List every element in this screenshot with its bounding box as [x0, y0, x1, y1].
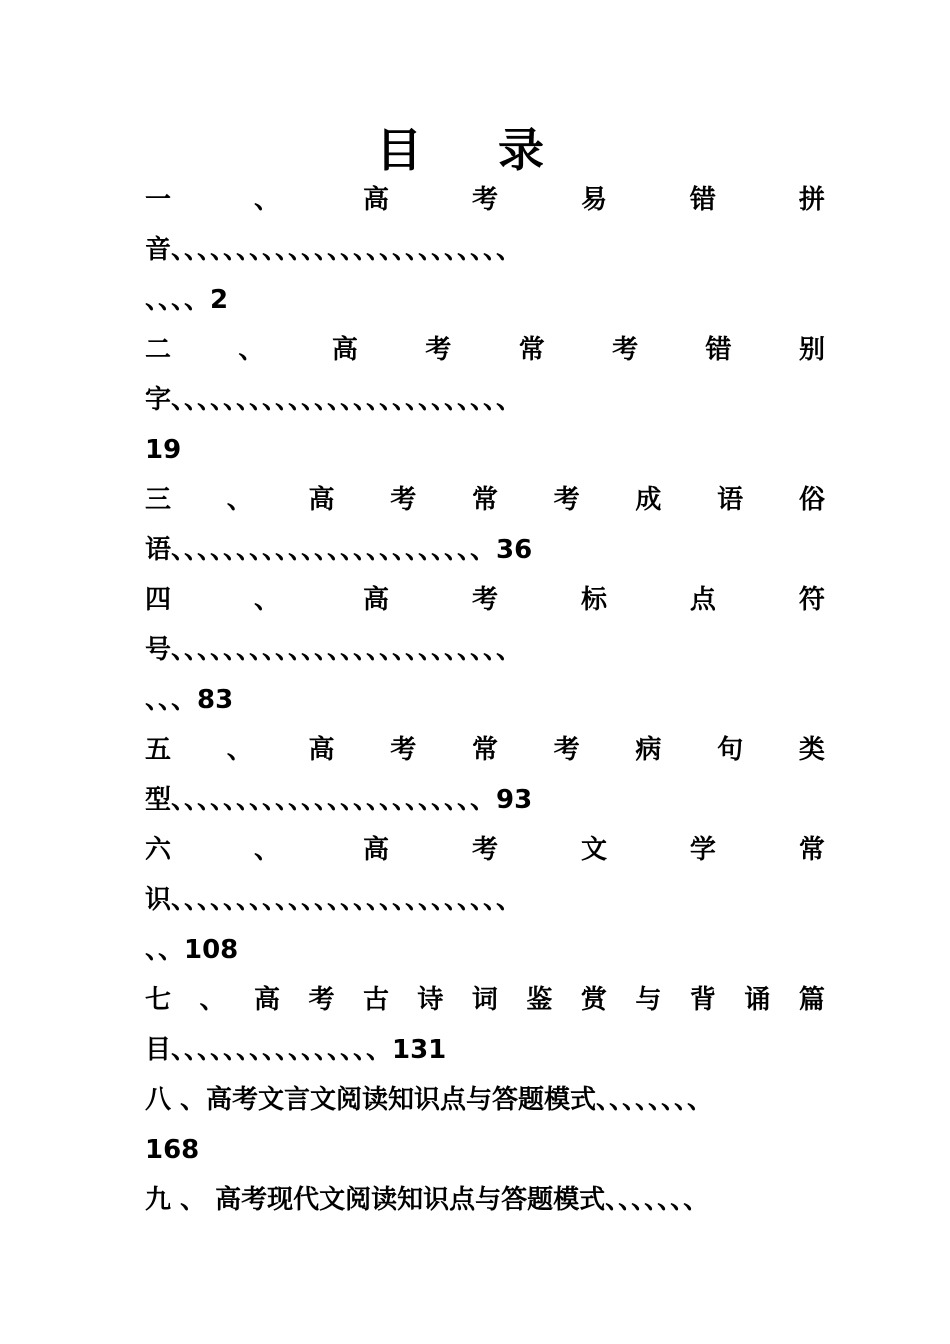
toc-char: 错 [705, 335, 732, 365]
toc-char: 常 [798, 835, 825, 865]
toc-entry-4-leader[interactable]: 号、、、、、、、、、、、、、、、、、、、、、、、、、、 [145, 635, 523, 665]
toc-char: 考 [553, 485, 580, 515]
toc-char: 七 [145, 985, 172, 1015]
toc-entry-1-leader[interactable]: 音、、、、、、、、、、、、、、、、、、、、、、、、、、 [145, 235, 523, 265]
toc-char: 考 [471, 835, 498, 865]
toc-entry-6-leader[interactable]: 识、、、、、、、、、、、、、、、、、、、、、、、、、、 [145, 885, 523, 915]
toc-char: 标 [580, 585, 607, 615]
toc-char: 常 [471, 735, 498, 765]
toc-entry-5-leader[interactable]: 型、、、、、、、、、、、、、、、、、、、、、、、、93 [145, 785, 533, 815]
toc-char: 语 [717, 485, 744, 515]
toc-entry-6-page[interactable]: 、、108 [145, 935, 239, 965]
toc-entry-3-heading[interactable] [145, 475, 825, 525]
toc-char: 常 [471, 485, 498, 515]
toc-char: 高 [331, 335, 358, 365]
toc-char: 别 [798, 335, 825, 365]
toc-entry-3-leader[interactable]: 语、、、、、、、、、、、、、、、、、、、、、、、、36 [145, 535, 533, 565]
toc-entry-5-heading[interactable] [145, 725, 825, 775]
toc-char: 高 [308, 485, 335, 515]
toc-entry-7-leader[interactable]: 目、、、、、、、、、、、、、、、、131 [145, 1035, 447, 1065]
toc-char: 四 [145, 585, 172, 615]
toc-char: 赏 [580, 985, 607, 1015]
toc-char: 三 [145, 485, 172, 515]
toc-entry-7-heading[interactable] [145, 975, 825, 1025]
toc-char: 病 [635, 735, 662, 765]
toc-char: 高 [362, 835, 389, 865]
toc-char: 考 [553, 735, 580, 765]
toc-char: 常 [518, 335, 545, 365]
toc-entry-8-page[interactable]: 168 [145, 1135, 200, 1165]
toc-entry-2-heading[interactable] [145, 325, 825, 375]
toc-entry-4-page[interactable]: 、、、83 [145, 685, 234, 715]
toc-char: 考 [390, 485, 417, 515]
toc-char: 拼 [798, 185, 825, 215]
toc-char: 俗 [798, 485, 825, 515]
toc-char: 考 [308, 985, 335, 1015]
toc-char: 、 [253, 185, 280, 215]
toc-char: 高 [362, 585, 389, 615]
toc-char: 考 [471, 585, 498, 615]
toc-entry-4-heading[interactable] [145, 575, 825, 625]
toc-char: 诵 [744, 985, 771, 1015]
toc-char: 学 [689, 835, 716, 865]
toc-entry-2-leader[interactable]: 字、、、、、、、、、、、、、、、、、、、、、、、、、、 [145, 385, 523, 415]
toc-char: 五 [145, 735, 172, 765]
toc-char: 、 [253, 585, 280, 615]
toc-char: 成 [635, 485, 662, 515]
toc-char: 、 [199, 985, 226, 1015]
toc-entry-8-heading[interactable]: 八 、高考文言文阅读知识点与答题模式、、、、、、、、 [145, 1085, 714, 1115]
toc-char: 考 [425, 335, 452, 365]
toc-title: 目 录 [375, 123, 574, 177]
toc-entry-1-heading[interactable] [145, 175, 825, 225]
toc-char: 高 [362, 185, 389, 215]
toc-char: 、 [238, 335, 265, 365]
toc-char: 符 [798, 585, 825, 615]
toc-entry-1-page[interactable]: 、、、、2 [145, 285, 229, 315]
toc-char: 古 [362, 985, 389, 1015]
toc-char: 、 [226, 485, 253, 515]
toc-char: 与 [635, 985, 662, 1015]
toc-entry-2-page[interactable]: 19 [145, 435, 182, 465]
toc-char: 考 [390, 735, 417, 765]
toc-char: 高 [253, 985, 280, 1015]
toc-char: 文 [580, 835, 607, 865]
toc-char: 点 [689, 585, 716, 615]
toc-entry-9-heading[interactable]: 九 、 高考现代文阅读知识点与答题模式、、、、、、、 [145, 1185, 710, 1215]
toc-char: 篇 [798, 985, 825, 1015]
toc-char: 二 [145, 335, 172, 365]
toc-char: 诗 [417, 985, 444, 1015]
toc-char: 、 [253, 835, 280, 865]
toc-char: 句 [717, 735, 744, 765]
toc-char: 错 [689, 185, 716, 215]
toc-char: 背 [689, 985, 716, 1015]
toc-char: 鉴 [526, 985, 553, 1015]
toc-char: 考 [612, 335, 639, 365]
toc-entry-6-heading[interactable] [145, 825, 825, 875]
toc-char: 高 [308, 735, 335, 765]
toc-char: 词 [471, 985, 498, 1015]
toc-char: 六 [145, 835, 172, 865]
toc-char: 、 [226, 735, 253, 765]
toc-char: 类 [798, 735, 825, 765]
toc-char: 考 [471, 185, 498, 215]
toc-char: 易 [580, 185, 607, 215]
toc-char: 一 [145, 185, 172, 215]
